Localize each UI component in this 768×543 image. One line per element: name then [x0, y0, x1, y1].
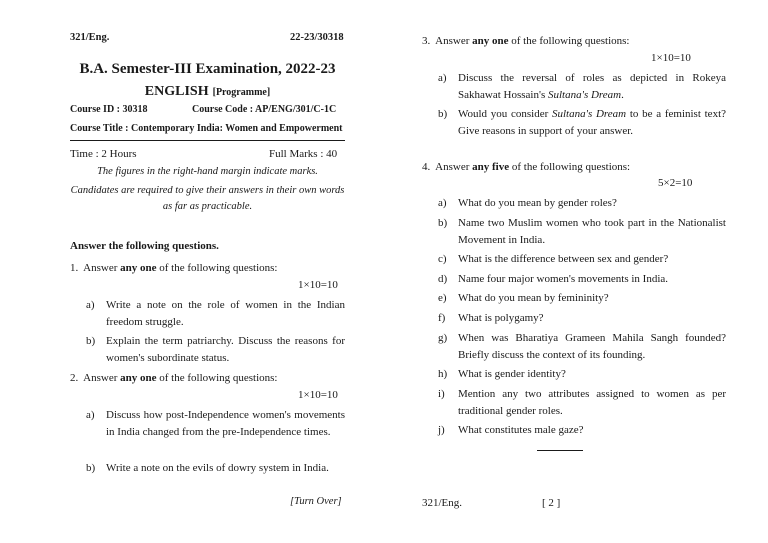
q4b-text: Name two Muslim women who took part in the Nationalist Movement in India.	[458, 217, 726, 247]
q3-bold: any one	[472, 35, 509, 47]
course-code: Course Code : AP/ENG/301/C-1C	[192, 104, 337, 115]
q4-pre: Answer	[435, 161, 473, 173]
q4h-text: What is gender identity?	[458, 368, 566, 380]
q4i-label: i)	[438, 388, 445, 400]
q2-post: of the following questions:	[156, 372, 278, 384]
q4d-label: d)	[438, 273, 448, 285]
q2b-text: Write a note on the evils of dowry system in India.	[106, 462, 329, 474]
q1-pre: Answer	[83, 262, 121, 274]
subject-line	[70, 82, 345, 100]
q4f-label: f)	[438, 312, 446, 324]
footer-code: 321/Eng.	[422, 497, 463, 509]
q4-marks: 5×2=10	[658, 177, 693, 189]
q4b-label: b)	[438, 217, 448, 229]
course-title: Course Title : Contemporary India: Women and Empowerment	[70, 123, 343, 134]
course-id: Course ID : 30318	[70, 104, 148, 115]
instruction-answers: Candidates are required to give their answers in their own words as far as practicable.	[70, 185, 345, 212]
q2a-text: Discuss how post-Independence women's movements in India changed from the pre-Independence times.	[106, 409, 345, 439]
q2a-label: a)	[86, 409, 95, 421]
q4h-label: h)	[438, 368, 448, 380]
q4g-text: When was Bharatiya Grameen Mahila Sangh founded? Briefly discuss the context of its founding.	[458, 332, 726, 362]
q3-pre: Answer	[435, 35, 473, 47]
q4-number: 4.	[422, 161, 431, 173]
q3b-title: Sultana's Dream	[552, 108, 627, 120]
q1b-text: Explain the term patriarchy. Discuss the reasons for women's subordinate status.	[106, 335, 345, 365]
q4-bold: any five	[472, 161, 510, 173]
q4c-label: c)	[438, 253, 447, 265]
q4a-text: What do you mean by gender roles?	[458, 197, 617, 209]
section-heading: Answer the following questions.	[70, 240, 219, 252]
q1-number: 1.	[70, 262, 79, 274]
paper-number: 22-23/30318	[290, 32, 344, 43]
q2-bold: any one	[120, 372, 157, 384]
q4-post: of the following questions:	[509, 161, 631, 173]
right-page	[384, 0, 768, 543]
q3a-main: Discuss the reversal of roles as depicted in Rokeya Sakhawat Hossain's	[458, 72, 726, 102]
q4g-label: g)	[438, 332, 448, 344]
q3a-end: .	[621, 89, 624, 102]
divider	[70, 140, 345, 141]
end-rule	[537, 450, 583, 451]
q1b-label: b)	[86, 335, 96, 347]
subject-note: [Programme]	[212, 87, 271, 98]
page-number: [ 2 ]	[542, 497, 561, 509]
q4a-label: a)	[438, 197, 447, 209]
q1a-label: a)	[86, 299, 95, 311]
q1-post: of the following questions:	[156, 262, 278, 274]
paper-code: 321/Eng.	[70, 32, 110, 43]
q3-post: of the following questions:	[508, 35, 630, 47]
q3b-label: b)	[438, 108, 448, 120]
q2b-label: b)	[86, 462, 96, 474]
q4f-text: What is polygamy?	[458, 312, 544, 324]
q3b-text	[458, 106, 726, 141]
q3a-title: Sultana's Dream	[547, 89, 622, 102]
q3b-pre: Would you consider	[458, 108, 552, 120]
question-3	[422, 35, 630, 47]
exam-title: B.A. Semester-III Examination, 2022-23	[79, 61, 336, 77]
q1a-text: Write a note on the role of women in the Indian freedom struggle.	[106, 299, 345, 329]
q4e-label: e)	[438, 292, 447, 304]
q4c-text: What is the difference between sex and gender?	[458, 253, 669, 265]
q2-number: 2.	[70, 372, 79, 384]
question-1	[70, 262, 278, 274]
q1-bold: any one	[120, 262, 157, 274]
q3b-post: to be a feminist text? Give reasons in support of your answer.	[458, 108, 727, 138]
subject: ENGLISH	[144, 84, 209, 99]
q3-number: 3.	[422, 35, 431, 47]
q3a-text	[458, 70, 726, 105]
full-marks: Full Marks : 40	[269, 148, 338, 160]
q3a-label: a)	[438, 72, 447, 84]
q4i-text: Mention any two attributes assigned to women as per traditional gender roles.	[458, 388, 726, 418]
time: Time : 2 Hours	[70, 148, 137, 160]
instruction-marks: The figures in the right-hand margin indicate marks.	[97, 166, 318, 177]
q2-pre: Answer	[83, 372, 121, 384]
q3-marks: 1×10=10	[651, 52, 691, 64]
q4j-text: What constitutes male gaze?	[458, 424, 584, 436]
q4e-text: What do you mean by femininity?	[458, 292, 609, 304]
q1-marks: 1×10=10	[298, 279, 338, 291]
q2-marks: 1×10=10	[298, 389, 338, 401]
question-4	[422, 161, 630, 173]
q4j-label: j)	[438, 424, 445, 436]
turn-over: [Turn Over]	[290, 496, 342, 507]
question-2	[70, 372, 278, 384]
q4d-text: Name four major women's movements in India.	[458, 273, 669, 285]
